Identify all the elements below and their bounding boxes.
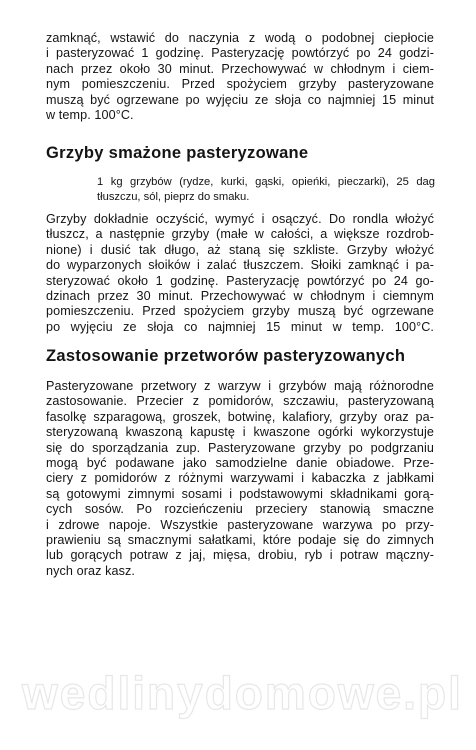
- recipe-line-4: do wyparzonych słoików i zalać tłuszczem. Słoiki zamknąć i pa-: [46, 258, 434, 273]
- section-line-13: nych oraz kasz.: [46, 563, 135, 578]
- section-heading: Zastosowanie przetworów pasteryzowanych: [46, 347, 406, 365]
- section-line-6: mogą być podawane jako samodzielne danie obiadowe. Prze-: [46, 456, 434, 471]
- section-paragraph: [46, 379, 434, 579]
- ingredients-line-2: tłuszczu, sól, pieprz do smaku.: [97, 190, 250, 203]
- recipe-line-5: steryzować około 1 godzinę. Pasteryzację powtórzyć po 24 go-: [46, 273, 434, 288]
- recipe-line-1: Grzyby dokładnie oczyścić, wymyć i osączyć. Do rondla włożyć: [46, 212, 434, 226]
- recipe-line-7: pomieszczeniu. Przed spożyciem grzyby muszą być ogrzewane: [46, 304, 434, 319]
- section-line-10: i zdrowe napoje. Wszystkie pasteryzowane warzywa po przy-: [46, 517, 434, 532]
- intro-line-4: nym pomieszczeniu. Przed spożyciem grzyby pasteryzowane: [46, 77, 434, 92]
- section-line-7: ciery z pomidorów z różnymi warzywami i kabaczka z jabłkami: [46, 471, 434, 486]
- intro-line-5: muszą być ogrzewane po wyjęciu ze słoja co najmniej 15 minut: [46, 92, 434, 107]
- section-line-11: prawieniu są smacznymi sałatkami, które podaje się do zimnych: [46, 533, 434, 548]
- section-line-3: fasolkę szparagową, groszek, botwinę, kalafiory, grzyby oraz pa-: [46, 409, 434, 424]
- recipe-line-3: nione) i dusić tak długo, aż staną się szkliste. Grzyby włożyć: [46, 242, 434, 257]
- section-line-12: lub gorących potraw z jaj, mięsa, drobiu, ryb i potraw mączny-: [46, 548, 434, 563]
- ingredients-list: [97, 175, 435, 205]
- watermark: wedlinydomowe.pl: [22, 667, 463, 719]
- section-line-1: Pasteryzowane przetwory z warzyw i grzybów mają różnorodne: [46, 379, 434, 393]
- section-line-5: się do sporządzania zup. Pasteryzowane grzyby po podgrzaniu: [46, 440, 434, 455]
- section-line-4: steryzowaną kwaszoną kapustę i kwaszone ogórki wykorzystuje: [46, 425, 434, 440]
- intro-line-1: zamknąć, wstawić do naczynia z wodą o podobnej ciepłocie: [46, 31, 434, 45]
- section-line-9: cych sosów. Po rozcieńczeniu przeciery stanowią smaczne: [46, 502, 434, 517]
- intro-line-2: i pasteryzować 1 godzinę. Pasteryzację powtórzyć po 24 godzi-: [46, 46, 434, 61]
- recipe-line-8: po wyjęciu ze słoja co najmniej 15 minut w temp. 100°C.: [46, 319, 434, 334]
- intro-line-3: nach przez około 30 minut. Przechowywać w chłodnym i ciem-: [46, 61, 434, 76]
- intro-paragraph: [46, 31, 434, 123]
- section-line-2: zastosowanie. Przecier z pomidorów, szczawiu, pasteryzowaną: [46, 394, 434, 409]
- recipe-line-2: tłuszcz, a następnie grzyby (małe w całości, a większe rozdrob-: [46, 227, 434, 242]
- ingredients-line-1: 1 kg grzybów (rydze, kurki, gąski, opieńki, pieczarki), 25 dag: [97, 176, 435, 188]
- recipe-heading: Grzyby smażone pasteryzowane: [46, 144, 309, 162]
- section-line-8: są gotowymi zimnymi sosami i podstawowymi składnikami gorą-: [46, 486, 434, 501]
- intro-line-6: w temp. 100°C.: [46, 108, 134, 123]
- recipe-instructions: [46, 212, 434, 335]
- recipe-line-6: dzinach przez 30 minut. Przechowywać w chłodnym i ciemnym: [46, 289, 434, 304]
